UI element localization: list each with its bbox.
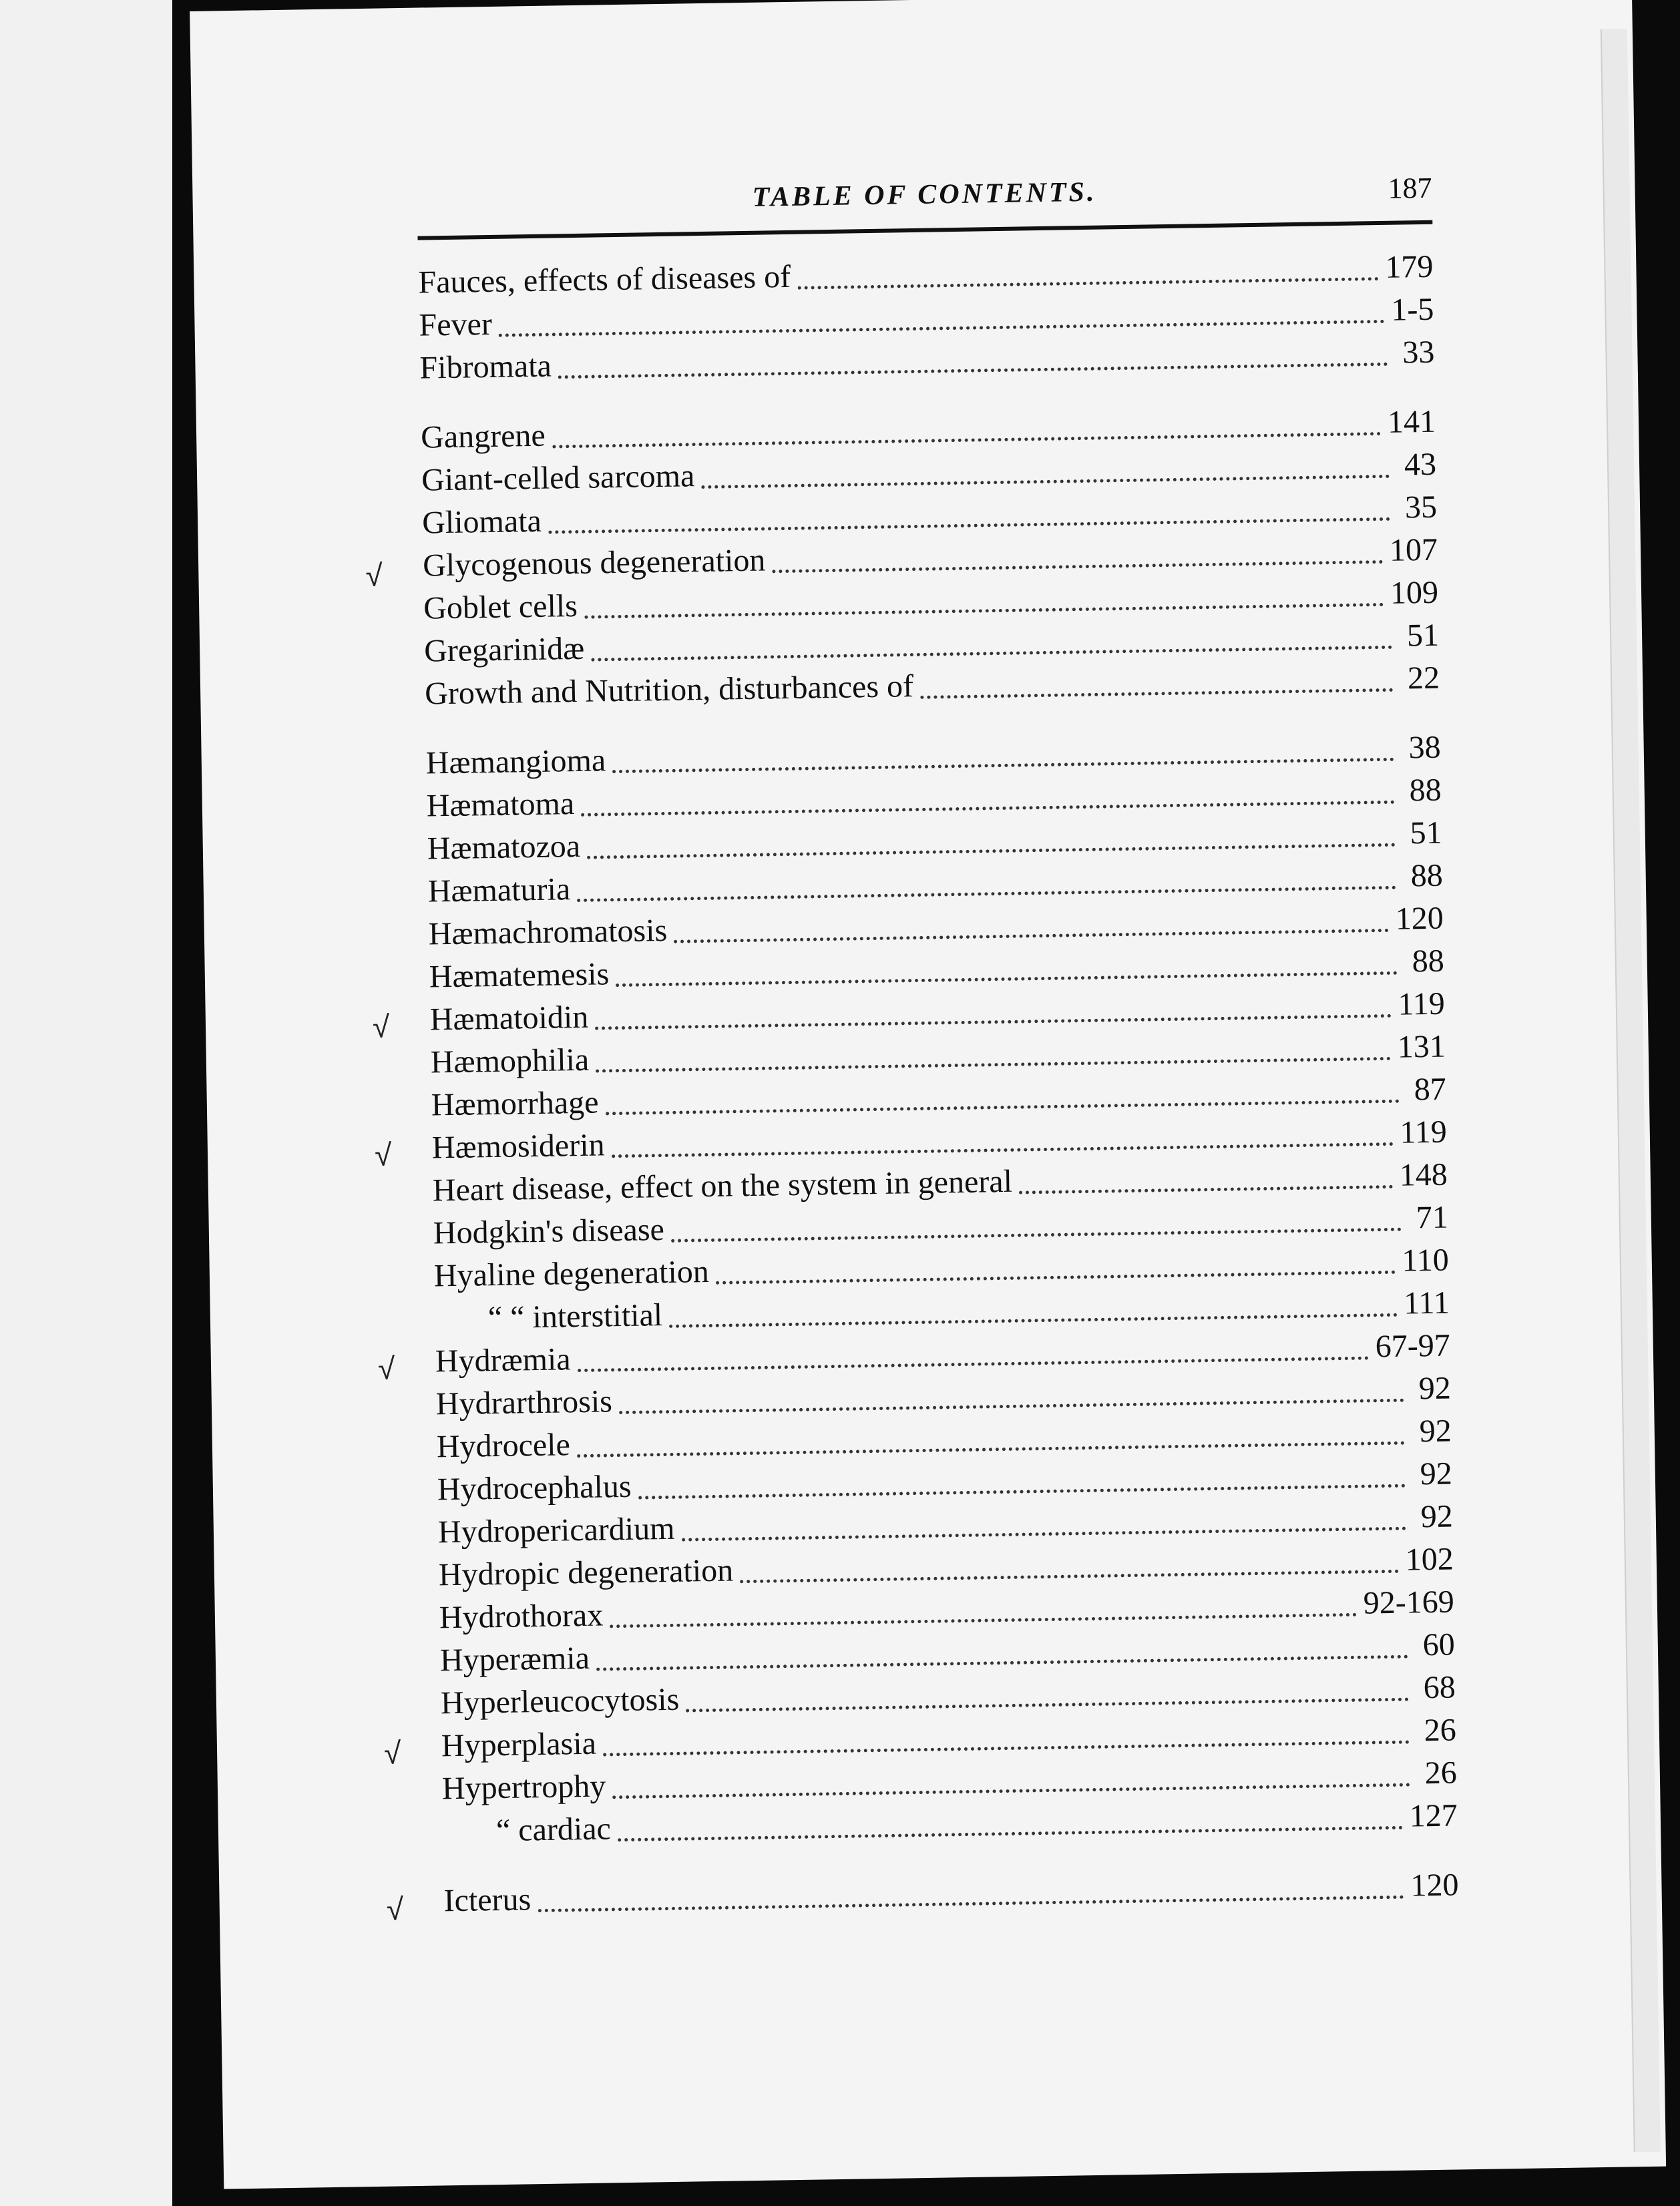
- entry-page: 131: [1397, 1028, 1446, 1065]
- dot-leader: [595, 1014, 1391, 1030]
- entry-page: 87: [1414, 1071, 1447, 1108]
- dot-leader: [610, 1612, 1357, 1628]
- entry-label: Hæmatozoa: [427, 828, 581, 867]
- contents-entry: [443, 1866, 1459, 1925]
- entry-page: 92: [1419, 1413, 1452, 1450]
- dot-leader: [682, 1526, 1406, 1542]
- entry-label: Gregarinidæ: [423, 630, 585, 669]
- dot-leader: [701, 474, 1390, 489]
- entry-page: 38: [1408, 729, 1442, 766]
- entry-page: 88: [1410, 857, 1444, 894]
- entry-page: 26: [1424, 1712, 1457, 1749]
- entry-label: Gliomata: [421, 503, 542, 541]
- entry-label: Hydropericardium: [437, 1510, 675, 1550]
- entry-label: Hæmosiderin: [431, 1127, 605, 1166]
- dot-leader: [669, 1313, 1397, 1328]
- dot-leader: [686, 1697, 1409, 1713]
- entry-label: Hydrocele: [436, 1427, 571, 1465]
- entry-label: Hodgkin's disease: [433, 1212, 665, 1251]
- entry-label: Hæmophilia: [430, 1042, 590, 1080]
- entry-label: Hæmachromatosis: [428, 912, 668, 952]
- entry-label: Hæmatoidin: [429, 999, 589, 1038]
- entry-label: Hydrocephalus: [437, 1468, 632, 1508]
- entry-page: 92: [1420, 1498, 1454, 1535]
- dot-leader: [797, 276, 1378, 290]
- dot-leader: [584, 602, 1384, 619]
- entry-page: 88: [1409, 772, 1442, 809]
- entry-page: 51: [1406, 617, 1440, 654]
- entry-page: 111: [1403, 1285, 1450, 1321]
- entry-page: 119: [1400, 1114, 1448, 1150]
- dot-leader: [499, 319, 1385, 337]
- entry-label: Hyperleucocytosis: [440, 1681, 680, 1721]
- dot-leader: [638, 1484, 1406, 1500]
- handwritten-check-icon: √: [372, 1009, 390, 1044]
- dot-leader: [558, 362, 1388, 379]
- entry-page: 92: [1420, 1456, 1453, 1492]
- entry-label: Hydrarthrosis: [435, 1383, 613, 1422]
- entry-label: “ cardiac: [495, 1811, 612, 1849]
- entry-page: 110: [1402, 1242, 1450, 1279]
- entry-label: Hæmatemesis: [429, 956, 610, 995]
- dot-leader: [578, 1355, 1369, 1372]
- entry-label: Growth and Nutrition, disturbances of: [424, 668, 914, 712]
- entry-page: 92: [1418, 1370, 1452, 1407]
- entry-page: 120: [1395, 900, 1444, 937]
- dot-leader: [612, 1783, 1410, 1799]
- entry-label: Hæmatoma: [426, 786, 575, 824]
- page-title: TABLE OF CONTENTS.: [752, 176, 1097, 213]
- entry-label: Hæmorrhage: [431, 1084, 599, 1123]
- entry-page: 60: [1422, 1626, 1456, 1663]
- entry-page: 35: [1404, 489, 1438, 525]
- dot-leader: [716, 1270, 1396, 1285]
- entry-page: 1-5: [1390, 291, 1434, 328]
- dot-leader: [618, 1825, 1403, 1841]
- dot-leader: [616, 971, 1398, 987]
- dot-leader: [538, 1895, 1404, 1912]
- entry-label: Fauces, effects of diseases of: [418, 258, 791, 300]
- entry-page: 92-169: [1363, 1584, 1455, 1621]
- previous-page-edge: [0, 0, 172, 2206]
- page-stack-edge: [1601, 29, 1661, 2152]
- dot-leader: [596, 1654, 1408, 1671]
- page-number: 187: [1388, 171, 1432, 205]
- entry-page: 107: [1389, 531, 1438, 568]
- entry-label: Hyperæmia: [439, 1640, 590, 1679]
- entry-label: Hydropic degeneration: [438, 1552, 734, 1593]
- dot-leader: [671, 1227, 1402, 1243]
- dot-leader: [619, 1398, 1404, 1414]
- entry-page: 43: [1404, 446, 1437, 483]
- entry-page: 148: [1399, 1156, 1448, 1193]
- book-page: [190, 0, 1666, 2189]
- entry-page: 26: [1424, 1755, 1458, 1791]
- entry-page: 127: [1409, 1797, 1458, 1834]
- entry-label: Icterus: [443, 1882, 532, 1919]
- dot-leader: [612, 1142, 1394, 1158]
- entry-label: Giant-celled sarcoma: [421, 458, 695, 498]
- entry-label: Hæmangioma: [425, 742, 606, 781]
- entry-page: 67-97: [1375, 1327, 1451, 1365]
- dot-leader: [773, 560, 1384, 573]
- entry-page: 88: [1412, 943, 1445, 979]
- entry-label: Glycogenous degeneration: [422, 542, 766, 584]
- dot-leader: [612, 757, 1394, 773]
- entry-page: 120: [1410, 1867, 1459, 1904]
- dot-leader: [603, 1740, 1410, 1757]
- handwritten-check-icon: √: [374, 1137, 392, 1172]
- contents-list: [418, 248, 1459, 1926]
- entry-label: Goblet cells: [423, 588, 578, 626]
- dot-leader: [548, 517, 1390, 534]
- dot-leader: [591, 645, 1392, 662]
- entry-page: 119: [1398, 985, 1446, 1022]
- handwritten-check-icon: √: [365, 558, 383, 593]
- entry-label: Heart disease, effect on the system in general: [432, 1163, 1013, 1208]
- dot-leader: [674, 928, 1389, 943]
- entry-label: Hyperplasia: [441, 1725, 597, 1764]
- entry-page: 51: [1410, 815, 1443, 851]
- entry-page: 179: [1384, 248, 1434, 285]
- entry-label: Hæmaturia: [427, 871, 571, 909]
- entry-page: 22: [1407, 660, 1440, 696]
- entry-page: 33: [1402, 334, 1435, 371]
- dot-leader: [920, 688, 1393, 699]
- entry-page: 68: [1423, 1669, 1456, 1706]
- dot-leader: [577, 885, 1396, 902]
- handwritten-check-icon: √: [386, 1892, 404, 1927]
- entry-label: “ “ interstitial: [487, 1297, 663, 1336]
- handwritten-check-icon: √: [377, 1351, 395, 1386]
- entry-label: Gangrene: [420, 417, 546, 455]
- dot-leader: [577, 1441, 1405, 1458]
- entry-page: 102: [1405, 1541, 1454, 1578]
- dot-leader: [596, 1056, 1391, 1073]
- entry-page: 71: [1416, 1199, 1449, 1236]
- handwritten-check-icon: √: [383, 1735, 401, 1771]
- entry-label: Fibromata: [419, 348, 552, 386]
- dot-leader: [1019, 1184, 1393, 1194]
- entry-page: 109: [1390, 574, 1439, 611]
- entry-label: Hydræmia: [435, 1341, 571, 1379]
- dot-leader: [587, 843, 1396, 859]
- dot-leader: [606, 1099, 1400, 1116]
- entry-label: Hydrothorax: [439, 1597, 604, 1636]
- entry-label: Hyaline degeneration: [433, 1253, 710, 1294]
- entry-label: Fever: [419, 306, 493, 343]
- dot-leader: [552, 431, 1381, 448]
- entry-page: 141: [1387, 403, 1436, 440]
- dot-leader: [581, 800, 1395, 817]
- dot-leader: [740, 1569, 1399, 1583]
- entry-label: Hypertrophy: [441, 1768, 606, 1807]
